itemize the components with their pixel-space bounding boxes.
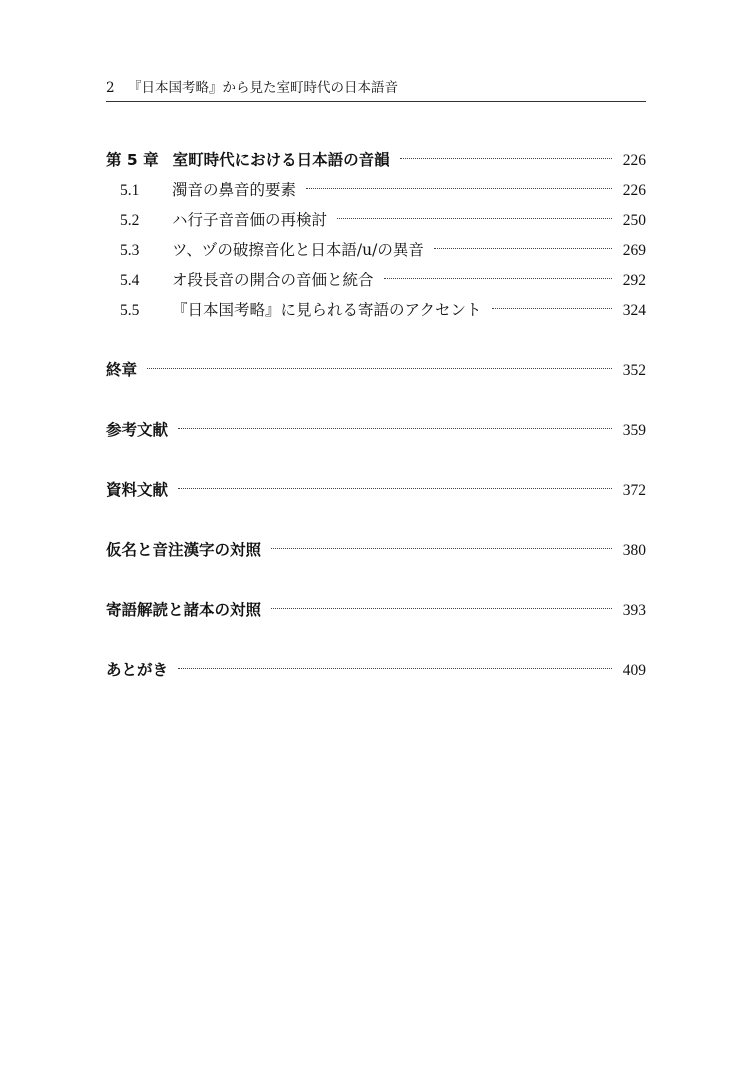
chapter-label: 第 5 章 <box>106 151 159 169</box>
page-ref: 292 <box>622 272 646 289</box>
section-number: 5.2 <box>120 212 140 229</box>
toc-section-5-1[interactable] <box>106 175 646 205</box>
page-ref: 250 <box>622 212 646 229</box>
entry-title: 終章 <box>106 361 138 379</box>
dot-leader <box>434 248 612 249</box>
dot-leader <box>337 218 612 219</box>
spacer <box>106 505 646 535</box>
page-ref: 372 <box>622 482 646 499</box>
section-number: 5.3 <box>120 242 140 259</box>
section-title: 『日本国考略』に見られる寄語のアクセント <box>172 301 482 319</box>
toc-section-5-3[interactable] <box>106 235 646 265</box>
entry-title: 資料文献 <box>106 481 169 499</box>
dot-leader <box>178 668 612 669</box>
header-rule <box>106 101 646 102</box>
toc-section-5-5[interactable] <box>106 295 646 325</box>
toc-entry-final-chapter[interactable] <box>106 355 646 385</box>
running-title: 『日本国考略』から見た室町時代の日本語音 <box>128 80 398 96</box>
section-title: ツ、ヅの破擦音化と日本語/u/の異音 <box>172 241 424 259</box>
dot-leader <box>178 428 612 429</box>
dot-leader <box>306 188 612 189</box>
section-number: 5.5 <box>120 302 140 319</box>
section-number: 5.1 <box>120 182 140 199</box>
toc-section-5-4[interactable] <box>106 265 646 295</box>
dot-leader <box>384 278 612 279</box>
dot-leader <box>147 368 612 369</box>
dot-leader <box>492 308 612 309</box>
spacer <box>106 385 646 415</box>
spacer <box>106 325 646 355</box>
toc-entry-sources[interactable] <box>106 475 646 505</box>
dot-leader <box>271 548 612 549</box>
dot-leader <box>400 158 612 159</box>
section-title: ハ行子音音価の再検討 <box>172 211 328 229</box>
entry-title: 寄語解読と諸本の対照 <box>106 601 262 619</box>
chapter-title: 室町時代における日本語の音韻 <box>172 151 390 169</box>
toc-entry-references[interactable] <box>106 415 646 445</box>
page-ref: 226 <box>622 152 646 169</box>
page-ref: 380 <box>622 542 646 559</box>
dot-leader <box>271 608 612 609</box>
entry-title: 仮名と音注漢字の対照 <box>106 541 262 559</box>
spacer <box>106 625 646 655</box>
page-ref: 409 <box>622 662 646 679</box>
toc-chapter-5[interactable] <box>106 145 646 175</box>
toc-entry-decipherment-comparison[interactable] <box>106 595 646 625</box>
running-header <box>106 78 646 100</box>
section-title: オ段長音の開合の音価と統合 <box>172 271 374 289</box>
toc-entry-afterword[interactable] <box>106 655 646 685</box>
page-ref: 269 <box>622 242 646 259</box>
page-ref: 352 <box>622 362 646 379</box>
page-ref: 324 <box>622 302 646 319</box>
page-ref: 359 <box>622 422 646 439</box>
entry-title: あとがき <box>106 661 169 679</box>
spacer <box>106 445 646 475</box>
entry-title: 参考文献 <box>106 421 169 439</box>
spacer <box>106 565 646 595</box>
toc-section-5-2[interactable] <box>106 205 646 235</box>
table-of-contents <box>106 145 646 685</box>
dot-leader <box>178 488 612 489</box>
page-number: 2 <box>106 80 115 96</box>
section-number: 5.4 <box>120 272 140 289</box>
section-title: 濁音の鼻音的要素 <box>172 181 297 199</box>
toc-entry-kana-comparison[interactable] <box>106 535 646 565</box>
page-ref: 226 <box>622 182 646 199</box>
page-ref: 393 <box>622 602 646 619</box>
